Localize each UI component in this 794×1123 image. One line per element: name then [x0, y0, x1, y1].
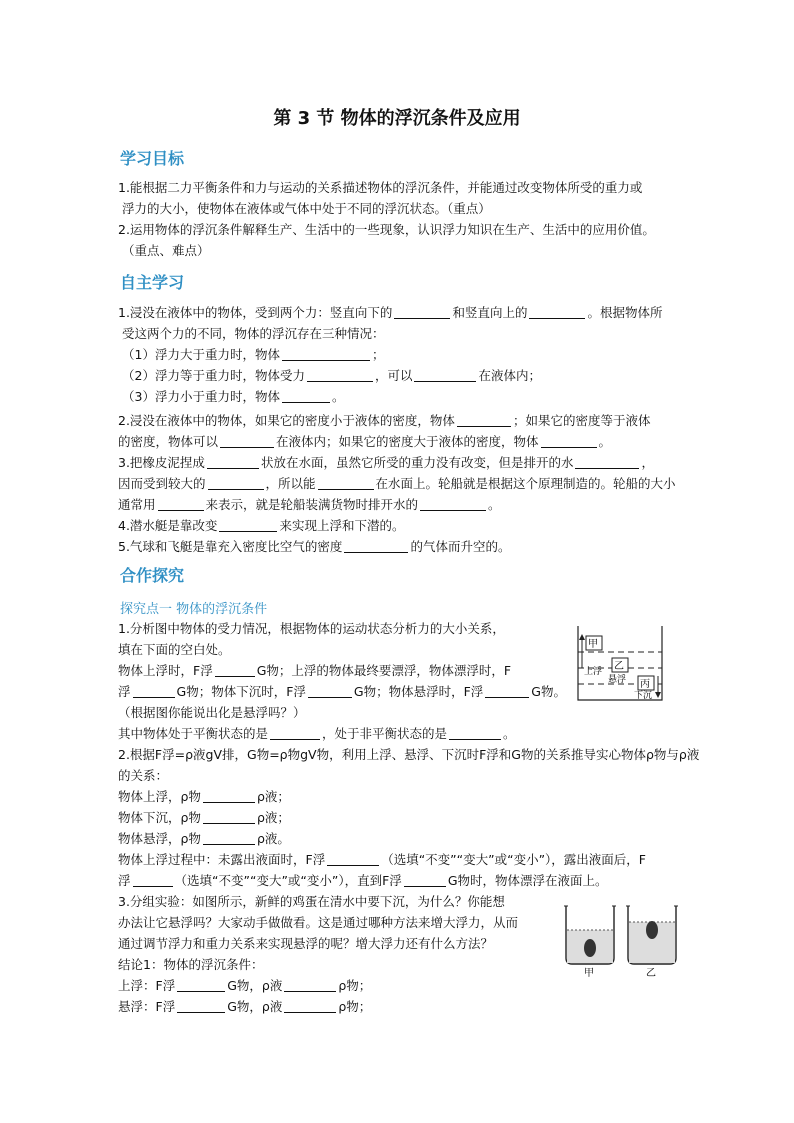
goal-1-line-1: 1.能根据二力平衡条件和力与运动的关系描述物体的浮沉条件，并能通过改变物体所受的重力或 [118, 180, 643, 195]
explore-point-1-heading: 探究点一 物体的浮沉条件 [120, 602, 268, 617]
goal-1-line-2: 浮力的大小，使物体在液体或气体中处于不同的浮沉状态。（重点） [122, 201, 491, 216]
blank [219, 518, 277, 532]
blank [177, 999, 225, 1013]
egg-right [646, 921, 658, 939]
coop-q2-line-1: 2.根据F浮=ρ液gV排，G物=ρ物gV物，利用上浮、悬浮、下沉时F浮和G物的关系推导实心物体ρ物与ρ液 [118, 747, 700, 762]
self-q3-line-1: 3.把橡皮泥捏成 状放在水面，虽然它所受的重力没有改变，但是排开的水 ， [118, 455, 654, 470]
self-q4: 4.潜水艇是靠改变 来实现上浮和下潜的。 [118, 518, 405, 533]
blank [207, 455, 259, 469]
section-heading-cooperative: 合作探究 [120, 566, 185, 585]
blank [133, 873, 173, 887]
beaker-right [626, 906, 678, 979]
coop-q1-line-2: 填在下面的空白处。 [118, 642, 231, 657]
self-q3-line-2: 因而受到较大的 ，所以能 在水面上。轮船就是根据这个原理制造的。轮船的大小 [118, 476, 676, 491]
blank [203, 789, 255, 803]
blank [404, 873, 446, 887]
page-title: 第 3 节 物体的浮沉条件及应用 [273, 108, 521, 129]
blank [284, 999, 336, 1013]
coop-q3-line-2: 办法让它悬浮吗？大家动手做做看。这是通过哪种方法来增大浮力，从而 [118, 915, 519, 930]
blank [541, 434, 597, 448]
blank [133, 684, 175, 698]
blank [318, 476, 374, 490]
rise-label: 上浮 [584, 667, 603, 677]
blank [575, 455, 639, 469]
object-nei-label: 丙 [640, 679, 650, 690]
self-q1-line-2: 受这两个力的不同，物体的浮沉存在三种情况： [122, 326, 385, 341]
goal-2-line-2: （重点、难点） [122, 243, 210, 258]
object-yi-label: 乙 [614, 661, 624, 672]
self-q1-line-1: 1.浸没在液体中的物体，受到两个力：竖直向下的 和竖直向上的 。根据物体所 [118, 305, 663, 320]
self-q1-case-1: （1）浮力大于重力时，物体 ； [122, 347, 385, 362]
blank [457, 413, 511, 427]
coop-q3-line-3: 通过调节浮力和重力关系来实现悬浮的呢？增大浮力还有什么方法？ [118, 936, 494, 951]
blank [284, 978, 336, 992]
coop-q3-conclusion: 结论1：物体的浮沉条件： [118, 957, 264, 972]
sink-label: 下沉 [634, 691, 653, 701]
beaker-right-label: 乙 [646, 968, 656, 979]
self-q3-line-3: 通常用 来表示，就是轮船装满货物时排开水的 。 [118, 497, 501, 512]
self-q1-case-3: （3）浮力小于重力时，物体 。 [122, 389, 345, 404]
blank [282, 347, 370, 361]
beaker-left-label: 甲 [584, 968, 594, 979]
blank [158, 497, 204, 511]
blank [208, 476, 264, 490]
coop-q2-sink: 物体下沉，ρ物 ρ液； [118, 810, 290, 825]
coop-q1-line-4: 浮 G物；物体下沉时，F浮 G物；物体悬浮时，F浮 G物。 [118, 684, 566, 699]
coop-q2-rise: 物体上浮，ρ物 ρ液； [118, 789, 290, 804]
blank [414, 368, 476, 382]
blank [177, 978, 225, 992]
object-jia-label: 甲 [588, 639, 598, 650]
coop-q2-suspend: 物体悬浮，ρ物 ρ液。 [118, 831, 290, 846]
blank [203, 831, 255, 845]
blank [308, 684, 352, 698]
blank [215, 663, 255, 677]
blank [220, 434, 274, 448]
coop-q1-line-5: （根据图你能说出化是悬浮吗？） [118, 705, 306, 720]
coop-q3-line-1: 3.分组实验：如图所示，新鲜的鸡蛋在清水中要下沉，为什么？你能想 [118, 894, 505, 909]
blank [282, 389, 330, 403]
blank [344, 539, 408, 553]
blank [327, 852, 379, 866]
blank [270, 726, 320, 740]
goal-2-line-1: 2.运用物体的浮沉条件解释生产、生活中的一些现象，认识浮力知识在生产、生活中的应用价值。 [118, 222, 655, 237]
section-heading-self-study: 自主学习 [120, 273, 185, 292]
blank [307, 368, 373, 382]
beaker-left [564, 906, 616, 979]
coop-q3-rise-condition: 上浮：F浮 G物，ρ液 ρ物； [118, 978, 372, 993]
self-q2-line-2: 的密度，物体可以 在液体内；如果它的密度大于液体的密度，物体 。 [118, 434, 612, 449]
section-heading-goals: 学习目标 [120, 149, 185, 168]
buoyancy-container-figure [576, 624, 666, 704]
blank [529, 305, 585, 319]
coop-q1-line-6: 其中物体处于平衡状态的是 ，处于非平衡状态的是 。 [118, 726, 516, 741]
blank [420, 497, 486, 511]
blank [394, 305, 450, 319]
egg-beakers-figure [560, 900, 680, 980]
suspend-label: 悬浮 [608, 675, 627, 685]
coop-q2-line-2: 的关系： [118, 768, 169, 783]
coop-q2-process-line-1: 物体上浮过程中：未露出液面时，F浮 （选填“不变”“变大”或“变小”），露出液面后，F [118, 852, 646, 867]
egg-left [584, 939, 596, 957]
coop-q1-line-1: 1.分析图中物体的受力情况，根据物体的运动状态分析力的大小关系， [118, 621, 505, 636]
coop-q3-suspend-condition: 悬浮：F浮 G物，ρ液 ρ物； [118, 999, 372, 1014]
coop-q2-process-line-2: 浮 （选填“不变”“变大”或“变小”），直到F浮 G物时，物体漂浮在液面上。 [118, 873, 608, 888]
coop-q1-line-3: 物体上浮时，F浮 G物；上浮的物体最终要漂浮，物体漂浮时，F [118, 663, 512, 678]
blank [485, 684, 529, 698]
self-q5: 5.气球和飞艇是靠充入密度比空气的密度 的气体而升空的。 [118, 539, 511, 554]
blank [203, 810, 255, 824]
self-q1-case-2: （2）浮力等于重力时，物体受力 ，可以 在液体内； [122, 368, 541, 383]
self-q2-line-1: 2.浸没在液体中的物体，如果它的密度小于液体的密度，物体 ；如果它的密度等于液体 [118, 413, 651, 428]
blank [449, 726, 501, 740]
